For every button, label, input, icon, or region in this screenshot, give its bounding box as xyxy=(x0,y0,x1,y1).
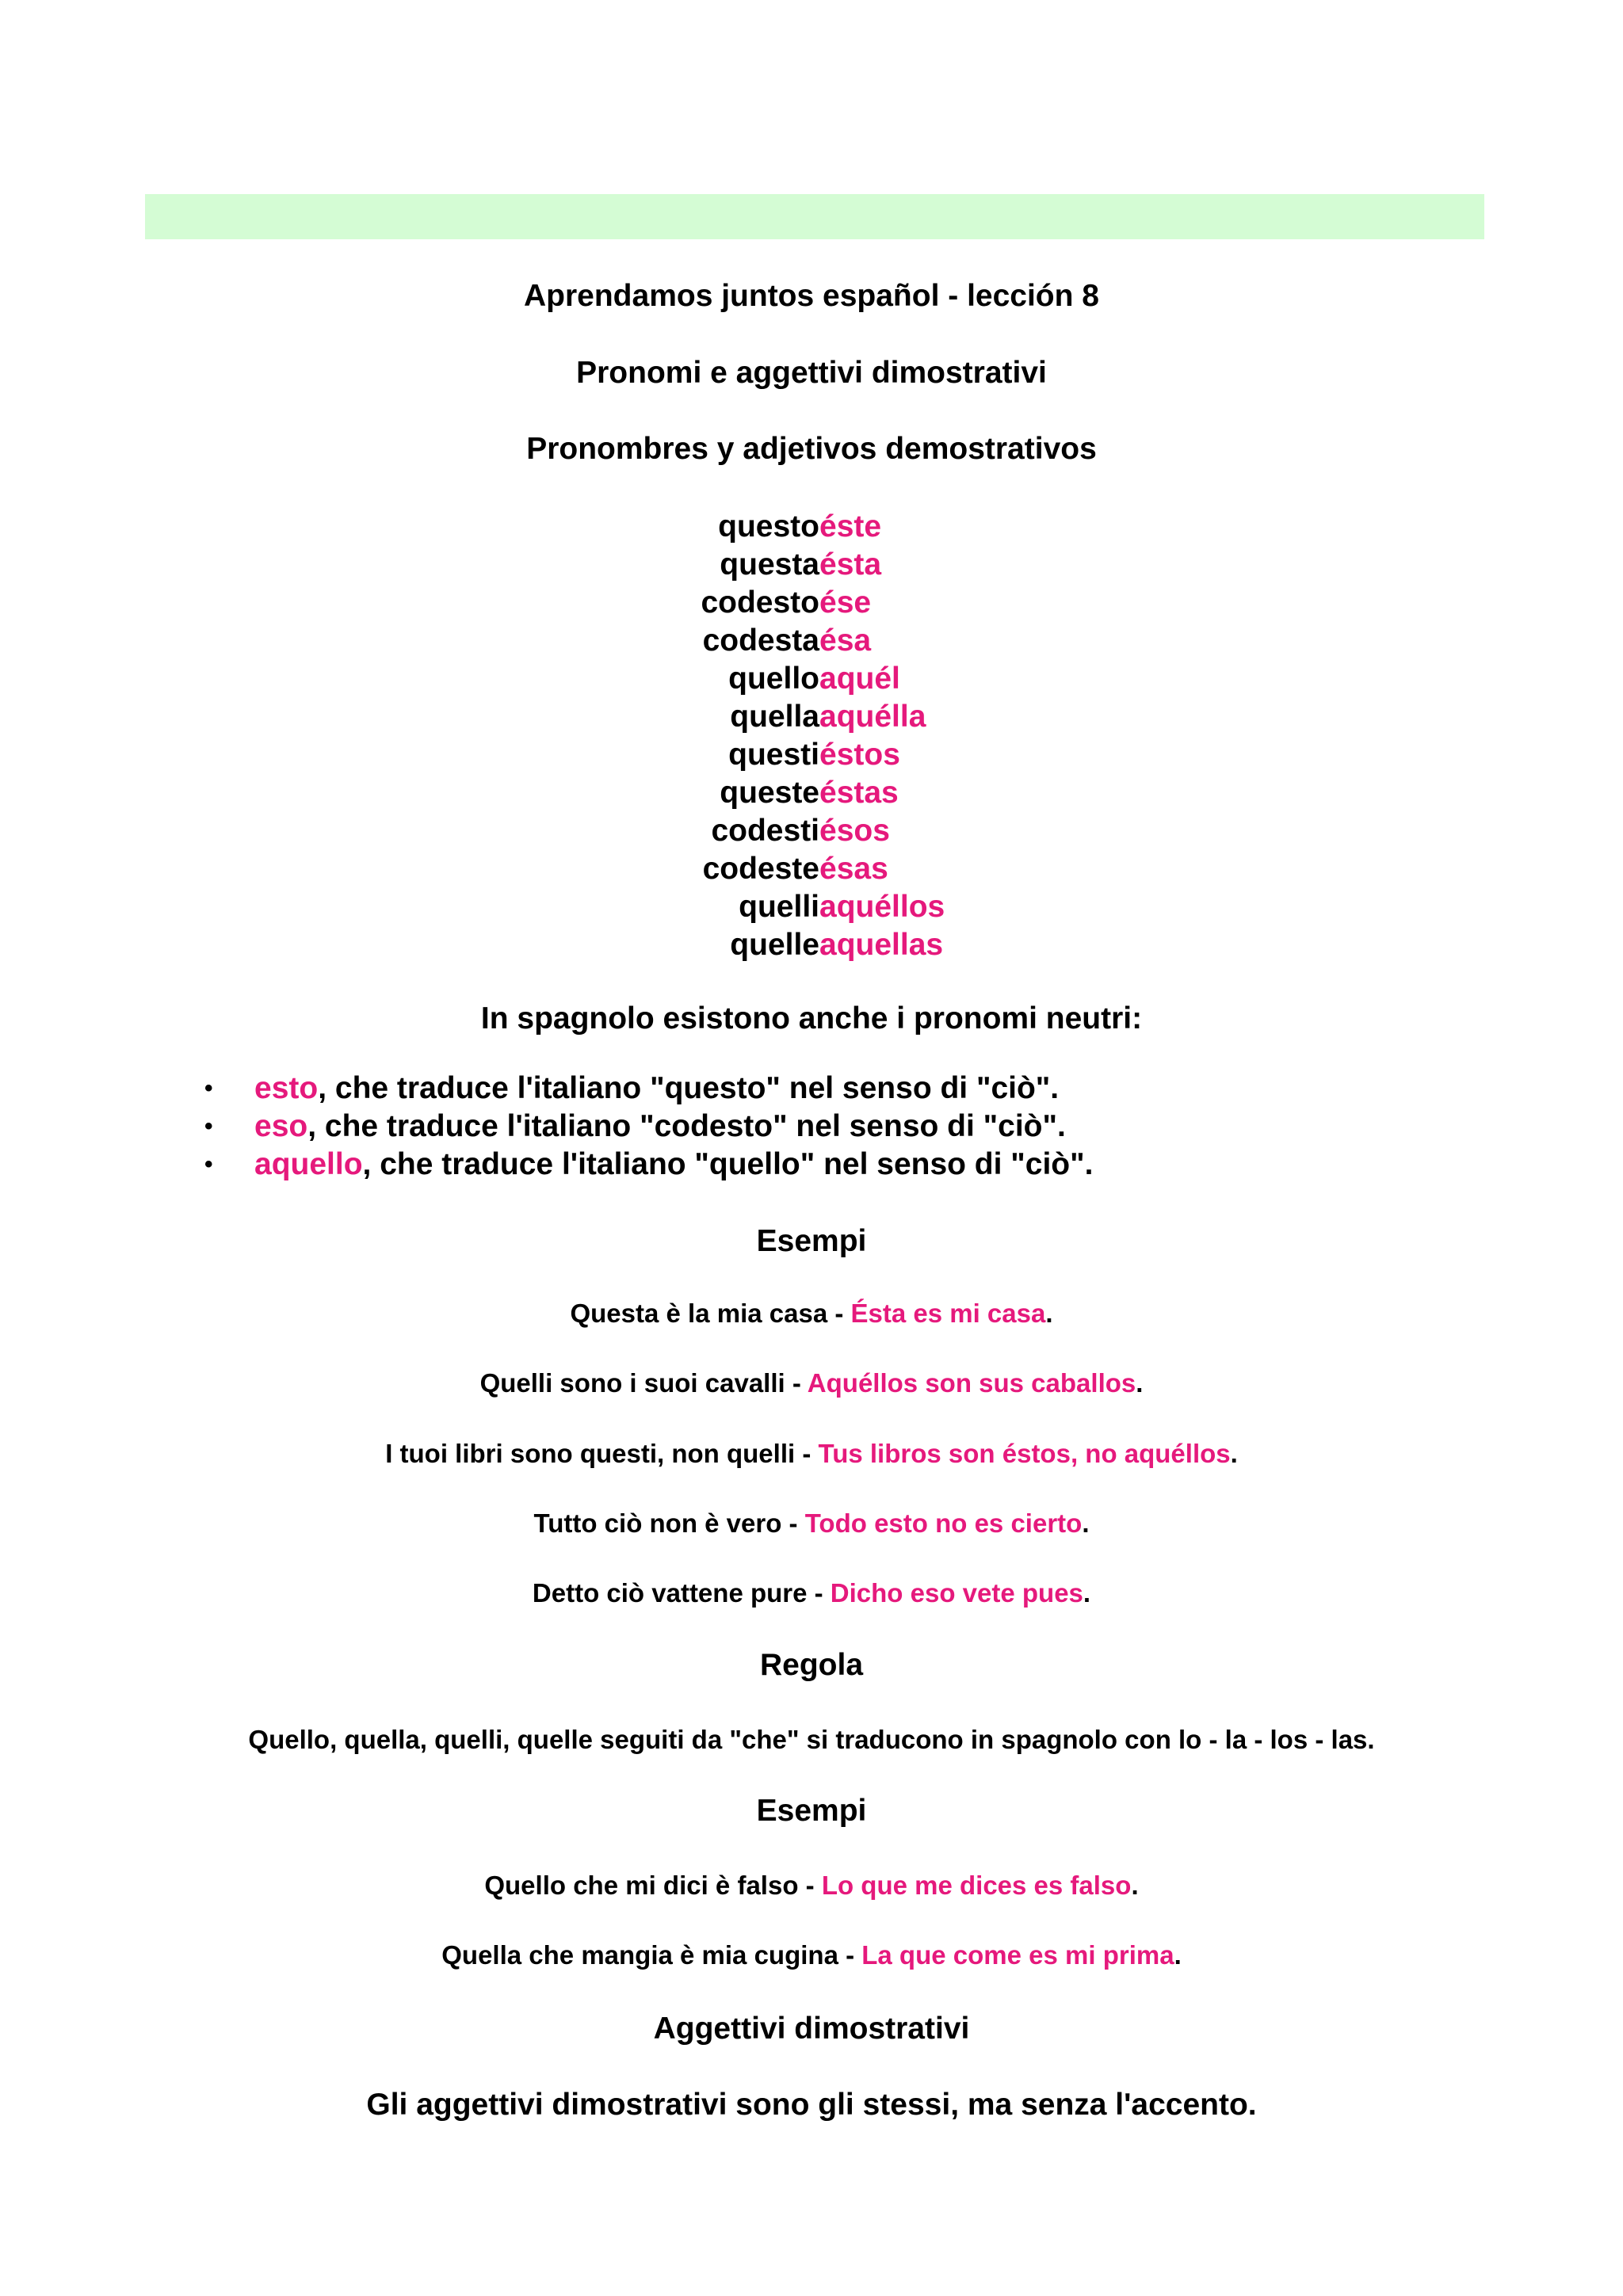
neutral-desc: , che traduce l'italiano "codesto" nel senso di "ciò". xyxy=(307,1109,1066,1143)
pronoun-spanish: ésta xyxy=(819,547,882,582)
pronoun-italian: quelle xyxy=(730,928,819,962)
list-item xyxy=(204,1108,1093,1146)
neutral-term: eso xyxy=(254,1109,308,1143)
pronoun-italian: quella xyxy=(730,700,819,734)
bullet: • xyxy=(204,1113,213,1139)
example-line xyxy=(0,1299,1623,1329)
example-italian: Tutto ciò non è vero - xyxy=(533,1508,805,1538)
neutral-desc: , che traduce l'italiano "quello" nel senso di "ciò". xyxy=(362,1147,1094,1181)
pronoun-italian: codesto xyxy=(701,585,819,620)
pronoun-spanish: aquélla xyxy=(819,700,926,734)
neutral-term: esto xyxy=(254,1071,319,1105)
example-line xyxy=(0,1940,1623,1970)
example-end: . xyxy=(1131,1871,1139,1900)
list-item xyxy=(204,1070,1093,1108)
example-italian: I tuoi libri sono questi, non quelli - xyxy=(385,1439,819,1468)
example-italian: Quelli sono i suoi cavalli - xyxy=(479,1368,808,1398)
examples-heading: Esempi xyxy=(756,1794,867,1828)
pronoun-spanish: aquéllos xyxy=(819,890,945,924)
example-spanish: Tus libros son éstos, no aquéllos xyxy=(818,1439,1231,1468)
pronoun-italian: codeste xyxy=(702,852,819,886)
rule-heading: Regola xyxy=(759,1648,864,1682)
example-italian: Quella che mangia è mia cugina - xyxy=(441,1940,862,1970)
pronoun-spanish: ésos xyxy=(819,814,890,848)
example-spanish: Dicho eso vete pues xyxy=(830,1578,1083,1608)
pronoun-italian: questi xyxy=(728,738,819,772)
pronoun-spanish: éstas xyxy=(819,776,899,810)
example-italian: Detto ciò vattene pure - xyxy=(532,1578,831,1608)
example-spanish: La que come es mi prima xyxy=(861,1940,1174,1970)
pronoun-italian: questo xyxy=(718,509,819,543)
example-end: . xyxy=(1174,1940,1182,1970)
example-end: . xyxy=(1136,1368,1144,1398)
example-end: . xyxy=(1083,1578,1091,1608)
bullet: • xyxy=(204,1075,213,1101)
example-end: . xyxy=(1082,1508,1090,1538)
rule-text: Quello, quella, quelli, quelle seguiti da "che" si traducono in spagnolo con lo - la - los - las. xyxy=(248,1725,1375,1754)
header-band xyxy=(145,194,1484,239)
page-title: Aprendamos juntos español - lección 8 xyxy=(524,279,1099,313)
pronoun-spanish: éstos xyxy=(819,738,900,772)
pronoun-spanish: ése xyxy=(819,585,872,620)
example-line xyxy=(0,1368,1623,1398)
list-item xyxy=(204,1146,1093,1184)
pronoun-spanish: ésas xyxy=(819,852,888,886)
example-line xyxy=(0,1578,1623,1608)
example-line xyxy=(0,1871,1623,1901)
pronoun-italian: quello xyxy=(728,662,819,696)
example-spanish: Aquéllos son sus caballos xyxy=(807,1368,1136,1398)
adjectives-text: Gli aggettivi dimostrativi sono gli stessi, ma senza l'accento. xyxy=(366,2088,1257,2122)
example-italian: Quello che mi dici è falso - xyxy=(484,1871,822,1900)
example-italian: Questa è la mia casa - xyxy=(570,1299,851,1328)
example-spanish: Todo esto no es cierto xyxy=(804,1508,1083,1538)
pronoun-italian: questa xyxy=(720,547,819,582)
bullet: • xyxy=(204,1151,213,1177)
pronoun-italian: codesta xyxy=(702,624,819,658)
pronoun-italian: codesti xyxy=(711,814,819,848)
subtitle-spanish: Pronombres y adjetivos demostrativos xyxy=(526,432,1097,466)
neutral-heading: In spagnolo esistono anche i pronomi neutri: xyxy=(480,1001,1143,1035)
pronoun-spanish: éste xyxy=(819,509,882,543)
pronoun-spanish: aquél xyxy=(819,662,900,696)
pronoun-italian: quelli xyxy=(739,890,819,924)
example-spanish: Lo que me dices es falso xyxy=(821,1871,1132,1900)
pronoun-spanish: ésa xyxy=(819,624,872,658)
example-end: . xyxy=(1045,1299,1053,1328)
example-line xyxy=(0,1508,1623,1539)
neutral-list xyxy=(204,1070,1093,1184)
adjectives-heading: Aggettivi dimostrativi xyxy=(653,2012,970,2046)
subtitle-italian: Pronomi e aggettivi dimostrativi xyxy=(576,356,1047,390)
pronoun-spanish: aquellas xyxy=(819,928,944,962)
neutral-desc: , che traduce l'italiano "questo" nel senso di "ciò". xyxy=(318,1071,1060,1105)
pronoun-italian: queste xyxy=(720,776,819,810)
example-line xyxy=(0,1439,1623,1469)
neutral-term: aquello xyxy=(254,1147,363,1181)
example-end: . xyxy=(1230,1439,1238,1468)
examples-heading: Esempi xyxy=(756,1224,867,1258)
example-spanish: Ésta es mi casa xyxy=(850,1299,1046,1328)
